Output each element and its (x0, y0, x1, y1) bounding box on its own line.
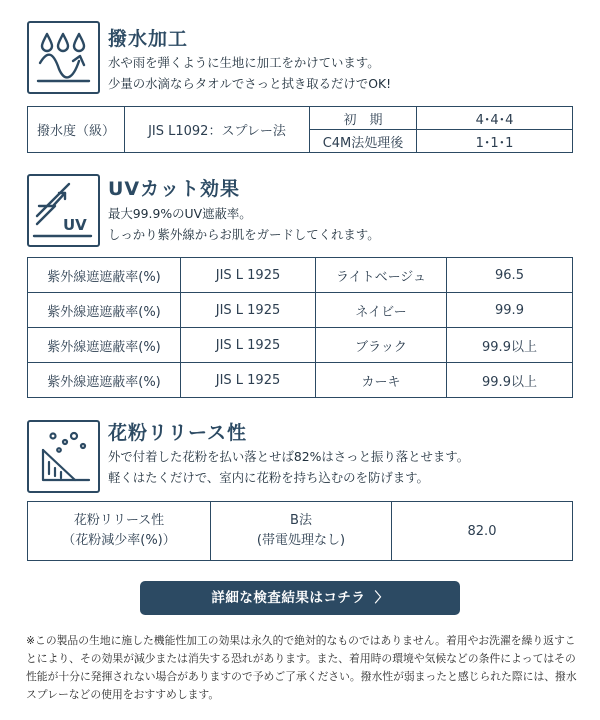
water-repellent-description (108, 52, 391, 94)
water-desc-line1: 水や雨を弾くように生地に加工をかけています。 (108, 55, 380, 70)
uv-row-method: JIS L 1925 (181, 293, 316, 328)
pollen-release-title: 花粉リリース性 (108, 422, 248, 444)
uv-row-label: 紫外線遮遮蔽率(%) (28, 258, 181, 293)
pollen-method-cell (211, 502, 392, 561)
table-row (28, 258, 573, 293)
uv-desc-line1: 最大99.9%のUV遮蔽率。 (108, 206, 252, 221)
uv-cut-title: UVカット効果 (108, 178, 240, 200)
uv-row-color: ネイビー (316, 293, 447, 328)
uv-row-label: 紫外線遮遮蔽率(%) (28, 328, 181, 363)
pollen-desc-line2: 軽くはたくだけで、室内に花粉を持ち込むのを防げます。 (108, 470, 429, 485)
uv-row-value: 99.9 (447, 293, 573, 328)
pollen-release-table (27, 501, 573, 561)
pollen-desc-line1: 外で付着した花粉を払い落とせば82%はさっと振り落とせます。 (108, 449, 470, 464)
pollen-method-sub: (帯電処理なし) (256, 533, 346, 548)
uv-row-label: 紫外線遮遮蔽率(%) (28, 363, 181, 398)
uv-row-method: JIS L 1925 (181, 258, 316, 293)
pollen-label-sub: （花粉減少率(%)） (62, 533, 176, 548)
uv-row-label: 紫外線遮遮蔽率(%) (28, 293, 181, 328)
uv-row-color: ブラック (316, 328, 447, 363)
uv-row-value: 96.5 (447, 258, 573, 293)
repellency-method: JIS L1092：スプレー法 (125, 107, 310, 153)
repellency-initial-value: 4･4･4 (417, 107, 573, 130)
pollen-label: 花粉リリース性 (73, 513, 165, 528)
water-desc-line2: 少量の水滴ならタオルでさっと拭き取るだけでOK! (108, 76, 392, 91)
detailed-results-button[interactable] (140, 581, 460, 615)
water-repellency-table (27, 106, 573, 153)
pollen-method: B法 (290, 513, 312, 528)
repellency-c4m-value: 1･1･1 (417, 130, 573, 153)
disclaimer-note: ※この製品の生地に施した機能性加工の効果は永久的で絶対的なものではありません。着用やお洗濯を繰り返すことにより、その効果が減少または消失する恐れがあります。また、着用時の環境や気候などの条件によってはその性能が十分に発揮されない場合がありますので予めご了承ください。撥水性が弱まったと感じられた際には、撥水スプレーなどの使用をおすすめします。 (26, 634, 577, 701)
uv-row-value: 99.9以上 (447, 328, 573, 363)
water-repellent-icon (27, 21, 100, 94)
repellency-c4m-label: C4M法処理後 (310, 130, 417, 153)
uv-desc-line2: しっかり紫外線からお肌をガードしてくれます。 (108, 227, 380, 242)
repellency-label: 撥水度（級） (28, 107, 125, 153)
uv-row-color: ライトベージュ (316, 258, 447, 293)
uv-row-value: 99.9以上 (447, 363, 573, 398)
uv-shielding-table (27, 257, 573, 398)
pollen-value: 82.0 (392, 502, 573, 561)
uv-cut-icon (27, 174, 100, 247)
table-row (28, 293, 573, 328)
uv-row-method: JIS L 1925 (181, 363, 316, 398)
uv-row-method: JIS L 1925 (181, 328, 316, 363)
table-row (28, 363, 573, 398)
water-repellent-title: 撥水加工 (108, 28, 189, 50)
uv-cut-description (108, 203, 380, 245)
chevron-right-icon: 〉 (374, 590, 389, 606)
uv-row-color: カーキ (316, 363, 447, 398)
uv-icon-text: UV (63, 216, 87, 234)
repellency-initial-label: 初 期 (310, 107, 417, 130)
pollen-label-cell (28, 502, 211, 561)
table-row (28, 328, 573, 363)
detailed-results-label: 詳細な検査結果はコチラ (211, 590, 366, 606)
pollen-release-description (108, 446, 469, 488)
pollen-release-icon (27, 420, 100, 493)
